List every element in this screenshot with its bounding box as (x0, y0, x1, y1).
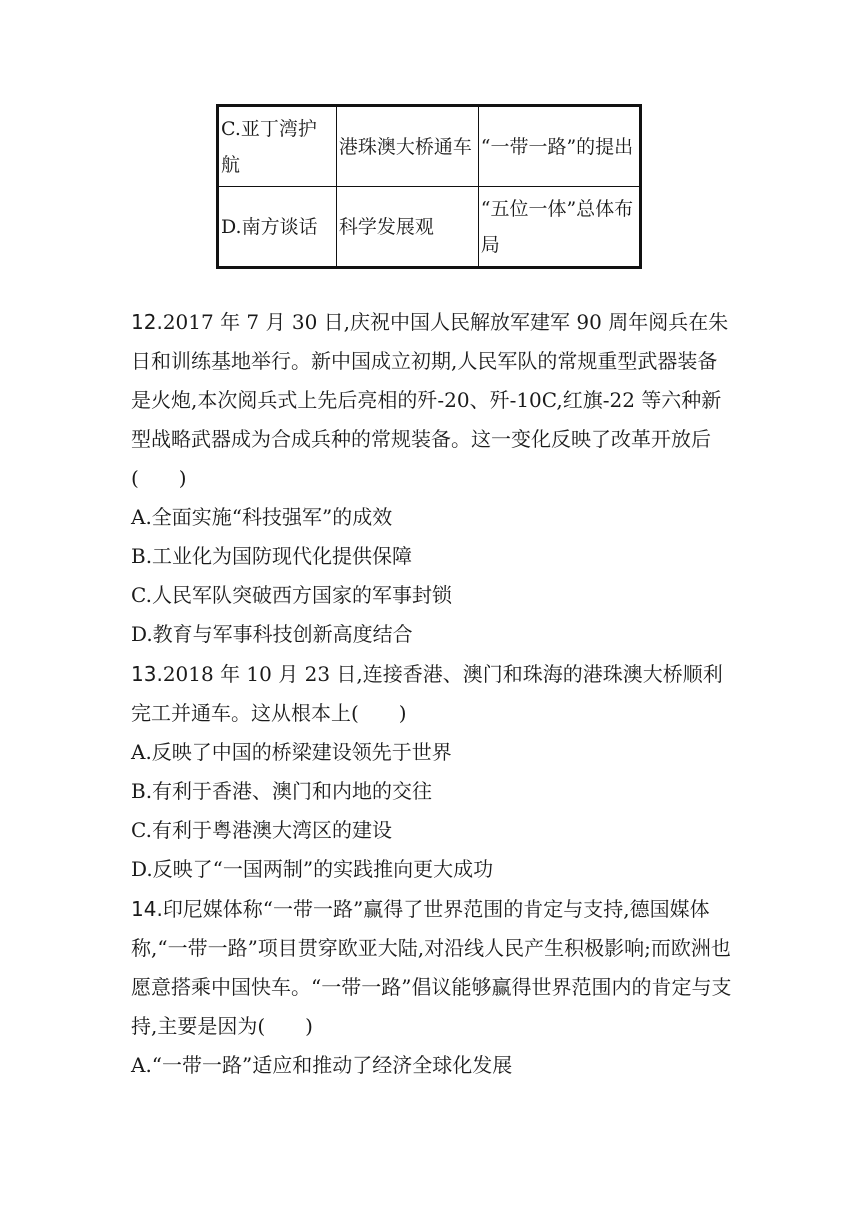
table-cell: C.亚丁湾护航 (218, 106, 337, 187)
question-12 (131, 303, 733, 654)
question-stem (131, 890, 733, 1046)
option-d: D.教育与军事科技创新高度结合 (131, 622, 413, 646)
table-cell: 港珠澳大桥通车 (336, 106, 478, 187)
question-text: 2018 年 10 月 23 日,连接香港、澳门和珠海的港珠澳大桥顺利完工并通车。这从根本上( ) (131, 662, 723, 725)
question-number: 14. (131, 897, 163, 921)
option-c: C.有利于粤港澳大湾区的建设 (131, 818, 392, 842)
question-stem (131, 655, 733, 733)
option-a: A.“一带一路”适应和推动了经济全球化发展 (131, 1053, 513, 1077)
question-number: 12. (131, 310, 163, 334)
table-cell: “五位一体”总体布局 (478, 187, 640, 268)
option-a: A.全面实施“科技强军”的成效 (131, 505, 393, 529)
table-cell: 科学发展观 (336, 187, 478, 268)
options-table (216, 104, 642, 269)
table-cell: D.南方谈话 (218, 187, 337, 268)
option-b: B.有利于香港、澳门和内地的交往 (131, 779, 433, 803)
question-stem (131, 303, 733, 459)
question-number: 13. (131, 662, 163, 686)
option-b: B.工业化为国防现代化提供保障 (131, 544, 413, 568)
question-14 (131, 890, 733, 1085)
option-a: A.反映了中国的桥梁建设领先于世界 (131, 740, 452, 764)
option-d: D.反映了“一国两制”的实践推向更大成功 (131, 857, 494, 881)
answer-blank: ( ) (131, 466, 187, 490)
option-c: C.人民军队突破西方国家的军事封锁 (131, 583, 452, 607)
question-text: 2017 年 7 月 30 日,庆祝中国人民解放军建军 90 周年阅兵在朱日和训练基地举行。新中国成立初期,人民军队的常规重型武器装备是火炮,本次阅兵式上先后亮相的歼-20、歼-10C,红旗-22 等六种新型战略武器成为合成兵种的常规装备。这一变化反映了改革开放后 (131, 310, 729, 451)
table-row (218, 106, 641, 187)
table-cell: “一带一路”的提出 (478, 106, 640, 187)
table-row (218, 187, 641, 268)
question-13 (131, 655, 733, 889)
question-text: 印尼媒体称“一带一路”赢得了世界范围的肯定与支持,德国媒体称,“一带一路”项目贯穿欧亚大陆,对沿线人民产生积极影响;而欧洲也愿意搭乘中国快车。“一带一路”倡议能够赢得世界范围内的肯定与支持,主要是因为( ) (131, 897, 732, 1038)
